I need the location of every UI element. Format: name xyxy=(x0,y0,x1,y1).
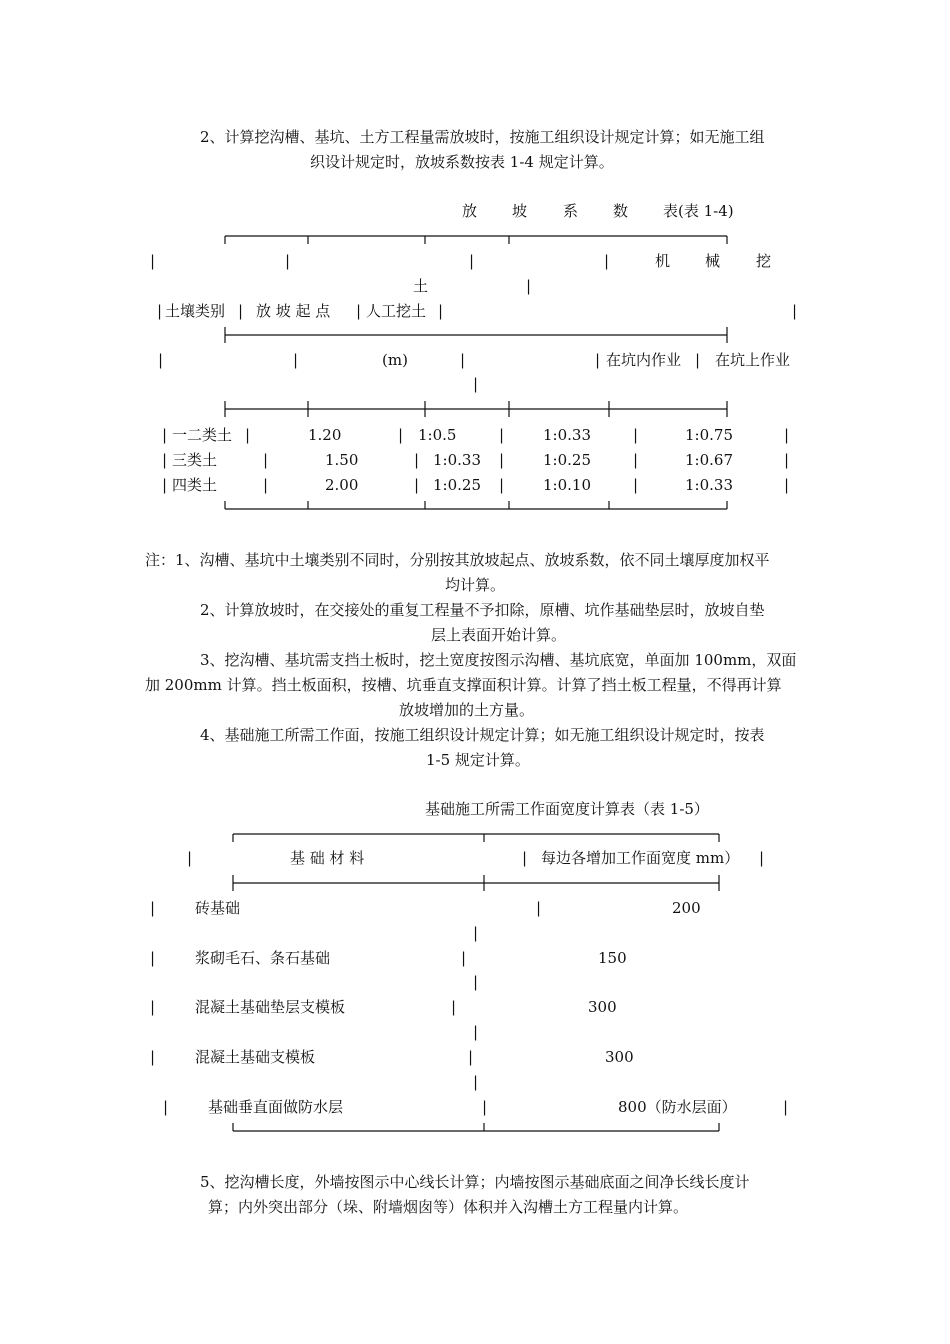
t14-col-start: 放 坡 起 点 xyxy=(256,302,331,320)
separator: | xyxy=(438,302,444,320)
separator: | xyxy=(460,351,466,369)
t15-cell-material: 浆砌毛石、条石基础 xyxy=(195,949,331,967)
para2-line2: 织设计规定时，放坡系数按表 1-4 规定计算。 xyxy=(310,153,614,171)
t15-cell-width: 200 xyxy=(672,899,701,917)
t14-cell-soil: 一二类土 xyxy=(172,426,233,444)
separator: | xyxy=(356,302,362,320)
separator: | xyxy=(157,302,163,320)
t14-mech-char: 械 xyxy=(705,252,721,270)
separator: | xyxy=(695,351,701,369)
t14-mech-char: 机 xyxy=(655,252,671,270)
t14-cell-start: 2.00 xyxy=(325,476,359,494)
note3-line2: 加 200mm 计算。挡土板面积，按槽、坑垂直支撑面积计算。计算了挡土板工程量，不得再计算 xyxy=(145,676,782,694)
t14-cell-in-pit: 1:0.25 xyxy=(543,451,591,469)
separator: | xyxy=(158,351,164,369)
t14-col-soil: 土壤类别 xyxy=(165,302,226,320)
t14-title-char: 数 xyxy=(613,202,629,220)
note4-line2: 1-5 规定计算。 xyxy=(426,751,530,769)
t14-cell-manual: 1:0.5 xyxy=(418,426,457,444)
t14-cell-soil: 三类土 xyxy=(172,451,218,469)
separator: | xyxy=(187,849,193,867)
t14-cell-on-pit: 1:0.67 xyxy=(685,451,733,469)
separator: | xyxy=(285,252,291,270)
t15-title: 基础施工所需工作面宽度计算表（表 1-5） xyxy=(425,800,709,818)
para5-line2: 算；内外突出部分（垛、附墙烟囱等）体积并入沟槽土方工程量内计算。 xyxy=(208,1198,689,1216)
t14-col-on-pit: 在坑上作业 xyxy=(715,351,791,369)
t14-unit: (m) xyxy=(382,351,408,369)
t14-cell-soil: 四类土 xyxy=(172,476,218,494)
separator: | xyxy=(759,849,765,867)
t15-cell-width: 300 xyxy=(605,1048,634,1066)
t14-title-char: 坡 xyxy=(512,202,528,220)
t14-cell-manual: 1:0.25 xyxy=(433,476,481,494)
separator: | xyxy=(469,252,475,270)
separator: | xyxy=(595,351,601,369)
t14-col-in-pit: 在坑内作业 xyxy=(606,351,682,369)
t14-cell-in-pit: 1:0.10 xyxy=(543,476,591,494)
separator: | xyxy=(604,252,610,270)
t14-col-manual: 人工挖土 xyxy=(366,302,427,320)
note2-line1: 2、计算放坡时，在交接处的重复工程量不予扣除，原槽、坑作基础垫层时，放坡自垫 xyxy=(200,601,765,619)
para2-line1: 2、计算挖沟槽、基坑、土方工程量需放坡时，按施工组织设计规定计算；如无施工组 xyxy=(200,128,765,146)
t14-title-char: 系 xyxy=(563,202,579,220)
t15-cell-width: 300 xyxy=(588,998,617,1016)
t15-cell-material: 基础垂直面做防水层 xyxy=(208,1098,344,1116)
separator: | xyxy=(150,252,156,270)
t14-cell-on-pit: 1:0.33 xyxy=(685,476,733,494)
note1-line1: 注：1、沟槽、基坑中土壤类别不同时，分别按其放坡起点、放坡系数，依不同土壤厚度加权平 xyxy=(145,551,770,569)
note4-line1: 4、基础施工所需工作面，按施工组织设计规定计算；如无施工组织设计规定时，按表 xyxy=(200,726,765,744)
t15-col-width: 每边各增加工作面宽度 mm） xyxy=(541,849,740,867)
t14-cell-start: 1.20 xyxy=(308,426,342,444)
t14-cell-in-pit: 1:0.33 xyxy=(543,426,591,444)
separator: | xyxy=(473,375,479,393)
t15-cell-width: 150 xyxy=(598,949,627,967)
t15-cell-material: 混凝土基础垫层支模板 xyxy=(195,998,346,1016)
separator: | xyxy=(526,277,532,295)
t14-mech-tail: 土 xyxy=(413,277,429,295)
note3-line1: 3、挖沟槽、基坑需支挡土板时，挖土宽度按图示沟槽、基坑底宽，单面加 100mm，双面 xyxy=(200,651,797,669)
t14-cell-start: 1.50 xyxy=(325,451,359,469)
t14-cell-on-pit: 1:0.75 xyxy=(685,426,733,444)
note1-line2: 均计算。 xyxy=(445,576,506,594)
separator: | xyxy=(238,302,244,320)
t14-title-suffix: 表(表 1-4) xyxy=(663,202,734,220)
t14-title-char: 放 xyxy=(462,202,478,220)
t15-cell-width: 800（防水层面） xyxy=(618,1098,737,1116)
t15-col-material: 基 础 材 料 xyxy=(290,849,365,867)
t15-cell-material: 砖基础 xyxy=(195,899,241,917)
note3-line3: 放坡增加的土方量。 xyxy=(399,701,535,719)
note2-line2: 层上表面开始计算。 xyxy=(431,626,567,644)
separator: | xyxy=(293,351,299,369)
para5-line1: 5、挖沟槽长度，外墙按图示中心线长计算；内墙按图示基础底面之间净长线长度计 xyxy=(200,1173,750,1191)
t14-cell-manual: 1:0.33 xyxy=(433,451,481,469)
t15-cell-material: 混凝土基础支模板 xyxy=(195,1048,316,1066)
separator: | xyxy=(522,849,528,867)
t14-mech-char: 挖 xyxy=(756,252,772,270)
separator: | xyxy=(792,302,798,320)
